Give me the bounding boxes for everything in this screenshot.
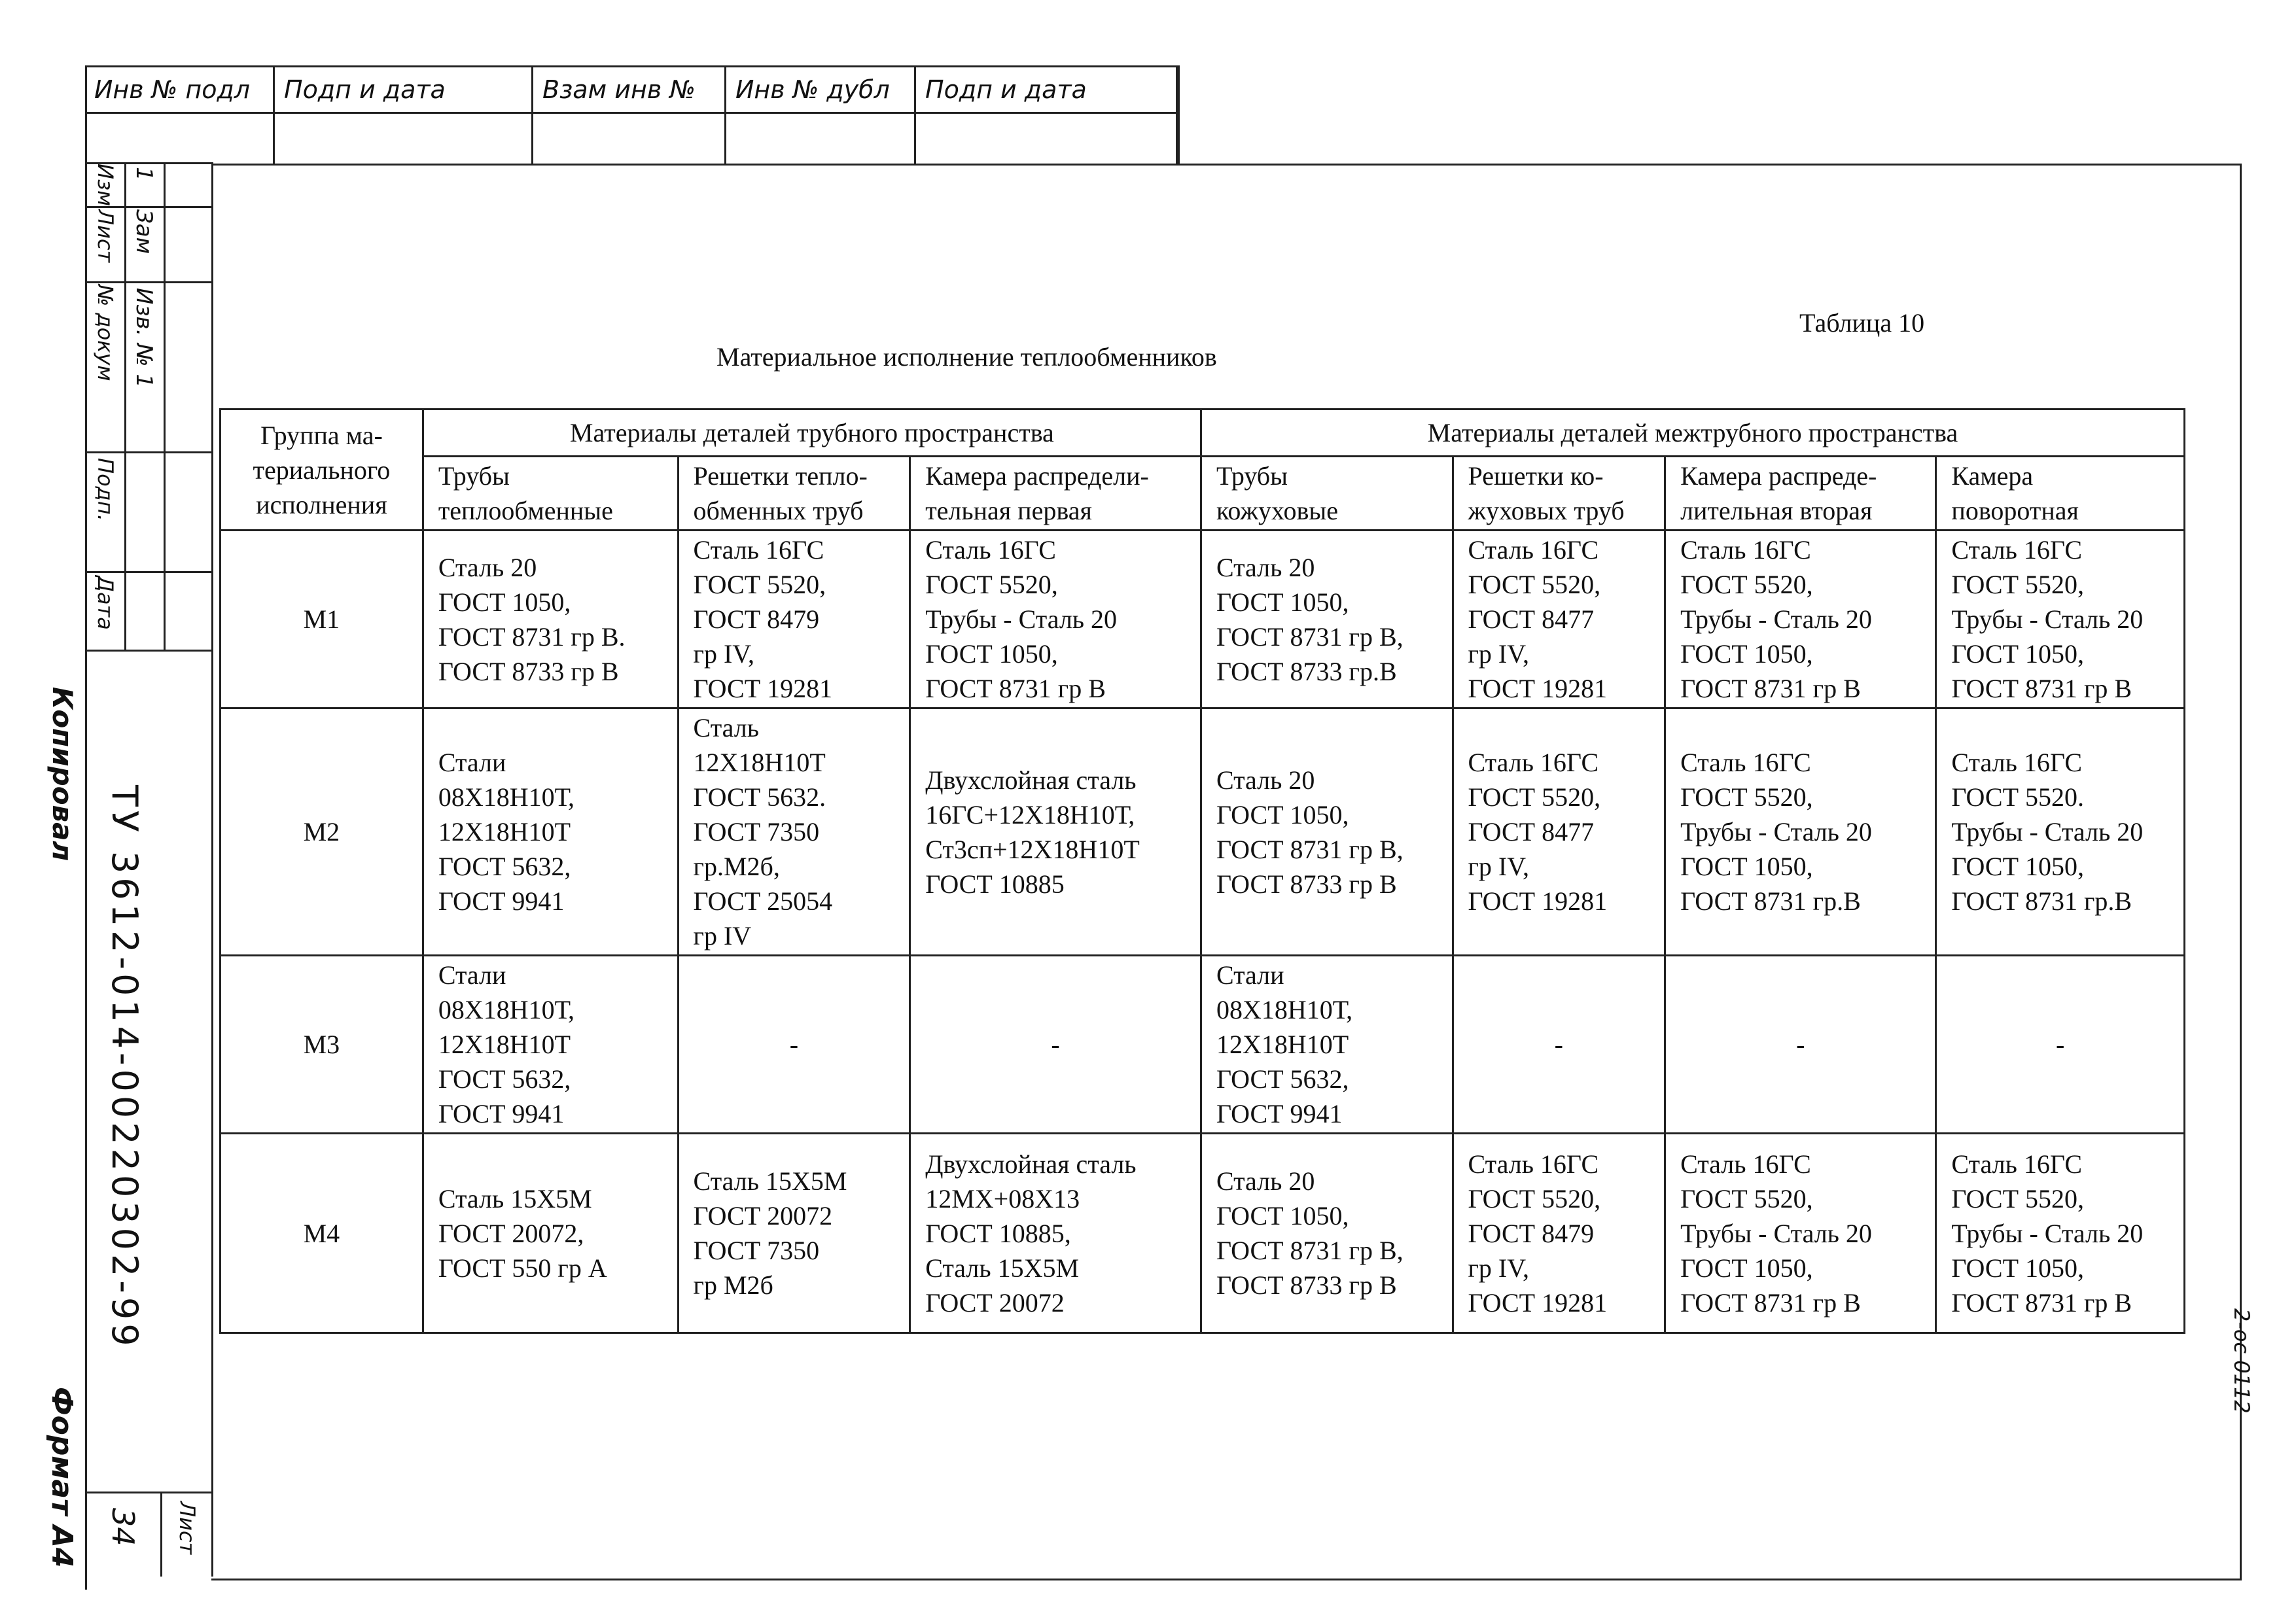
column-header: Решетки ко- жуховых труб	[1453, 457, 1665, 531]
stamp-header-podp-data-2: Подп и дата	[916, 67, 1178, 112]
table-cell: Сталь 16ГС ГОСТ 5520, ГОСТ 8477 гр IV, ГОСТ 19281	[1453, 531, 1665, 708]
table-row	[221, 1134, 2185, 1333]
table-cell: Сталь 20 ГОСТ 1050, ГОСТ 8731 гр В, ГОСТ 8733 гр В	[1201, 1134, 1453, 1333]
format-label: Формат А4	[45, 1387, 79, 1568]
stamp-divider	[85, 451, 213, 453]
table-cell: Сталь 20 ГОСТ 1050, ГОСТ 8731 гр В, ГОСТ 8733 гр.В	[1201, 531, 1453, 708]
column-header: Решетки тепло- обменных труб	[678, 457, 910, 531]
table-cell: Сталь 16ГС ГОСТ 5520. Трубы - Сталь 20 ГОСТ 1050, ГОСТ 8731 гр.В	[1936, 708, 2185, 956]
stamp-divider	[124, 162, 126, 650]
column-header: Трубы теплообменные	[423, 457, 678, 531]
table-cell: -	[1453, 956, 1665, 1134]
table-cell: Двухслойная сталь 12МХ+08Х13 ГОСТ 10885, Сталь 15Х5М ГОСТ 20072	[910, 1134, 1201, 1333]
table-cell: -	[1936, 956, 2185, 1134]
left-border-line	[85, 65, 87, 1590]
table-cell: Сталь 12Х18Н10Т ГОСТ 5632. ГОСТ 7350 гр.М2б, ГОСТ 25054 гр IV	[678, 708, 910, 956]
label-podp: Подп.	[93, 458, 118, 521]
table-cell: Сталь 20 ГОСТ 1050, ГОСТ 8731 гр В. ГОСТ 8733 гр В	[423, 531, 678, 708]
value-n-dokum: Изв. № 1	[131, 288, 157, 388]
stamp-value-cell	[85, 112, 275, 164]
sheet-number: 34	[105, 1508, 141, 1546]
stamp-divider	[85, 571, 213, 573]
table-cell: Сталь 20 ГОСТ 1050, ГОСТ 8731 гр В, ГОСТ 8733 гр В	[1201, 708, 1453, 956]
copied-label: Копировал	[46, 687, 79, 862]
header-shell-space: Материалы деталей межтрубного пространства	[1201, 410, 2184, 457]
table-cell: Двухслойная сталь 16ГС+12Х18Н10Т, Ст3сп+12Х18Н10Т ГОСТ 10885	[910, 708, 1201, 956]
table-cell: Сталь 16ГС ГОСТ 5520, ГОСТ 8479 гр IV, ГОСТ 19281	[1453, 1134, 1665, 1333]
header-group: Группа ма- териального исполнения	[221, 410, 423, 531]
stamp-header-inv-dubl: Инв № дубл	[726, 67, 916, 112]
table-row	[221, 956, 2185, 1134]
column-header: Камера распредели- тельная первая	[910, 457, 1201, 531]
stamp-value-cell	[916, 112, 1178, 164]
stamp-value-cell	[726, 112, 916, 164]
label-n-dokum: № докум	[93, 285, 118, 381]
table-cell: Стали 08Х18Н10Т, 12Х18Н10Т ГОСТ 5632, ГОСТ 9941	[423, 708, 678, 956]
table-cell: Сталь 16ГС ГОСТ 5520, Трубы - Сталь 20 ГОСТ 1050, ГОСТ 8731 гр В	[1665, 1134, 1936, 1333]
table-number: Таблица 10	[1799, 308, 1925, 338]
group-cell: М2	[221, 708, 423, 956]
table-cell: Сталь 16ГС ГОСТ 5520, ГОСТ 8477 гр IV, ГОСТ 19281	[1453, 708, 1665, 956]
label-list: Лист	[93, 209, 118, 263]
stamp-divider	[85, 281, 213, 283]
table-row	[221, 531, 2185, 708]
label-data: Дата	[93, 576, 118, 630]
stamp-divider	[164, 162, 166, 650]
document-code: ТУ 3612-014-00220302-99	[104, 785, 145, 1350]
table-cell: Сталь 16ГС ГОСТ 5520, Трубы - Сталь 20 ГОСТ 1050, ГОСТ 8731 гр В	[910, 531, 1201, 708]
header-tube-space: Материалы деталей трубного пространства	[423, 410, 1201, 457]
sheet-label: Лист	[175, 1501, 200, 1555]
table-cell: Сталь 16ГС ГОСТ 5520, Трубы - Сталь 20 ГОСТ 1050, ГОСТ 8731 гр.В	[1665, 708, 1936, 956]
table-cell: Сталь 16ГС ГОСТ 5520, Трубы - Сталь 20 ГОСТ 1050, ГОСТ 8731 гр В	[1936, 531, 2185, 708]
table-cell: Сталь 15Х5М ГОСТ 20072 ГОСТ 7350 гр М2б	[678, 1134, 910, 1333]
table-cell: Стали 08Х18Н10Т, 12Х18Н10Т ГОСТ 5632, ГОСТ 9941	[423, 956, 678, 1134]
margin-note: 2-ос 0112	[2229, 1308, 2254, 1414]
table-cell: Сталь 16ГС ГОСТ 5520, Трубы - Сталь 20 ГОСТ 1050, ГОСТ 8731 гр В	[1936, 1134, 2185, 1333]
table-cell: Стали 08Х18Н10Т, 12Х18Н10Т ГОСТ 5632, ГОСТ 9941	[1201, 956, 1453, 1134]
stamp-header-vzam-inv: Взам инв №	[533, 67, 726, 112]
top-stamp	[85, 65, 1180, 164]
stamp-divider	[211, 162, 213, 1577]
group-cell: М4	[221, 1134, 423, 1333]
group-cell: М1	[221, 531, 423, 708]
stamp-divider	[85, 650, 213, 652]
stamp-divider	[85, 1492, 213, 1493]
stamp-divider	[160, 1492, 162, 1577]
table-cell: -	[910, 956, 1201, 1134]
stamp-header-podp-data: Подп и дата	[275, 67, 533, 112]
value-izm: 1	[131, 167, 157, 181]
group-cell: М3	[221, 956, 423, 1134]
stamp-divider	[85, 206, 213, 208]
table-title: Материальное исполнение теплообменников	[716, 342, 1217, 372]
table-cell: -	[1665, 956, 1936, 1134]
stamp-value-cell	[275, 112, 533, 164]
table-cell: Сталь 16ГС ГОСТ 5520, Трубы - Сталь 20 ГОСТ 1050, ГОСТ 8731 гр В	[1665, 531, 1936, 708]
materials-table	[219, 408, 2185, 1334]
label-izm: Изм	[93, 164, 118, 207]
value-list: Зам	[131, 209, 157, 254]
column-header: Камера распреде- лительная вторая	[1665, 457, 1936, 531]
table-row	[221, 708, 2185, 956]
stamp-header-inv-podl: Инв № подл	[85, 67, 275, 112]
table-cell: -	[678, 956, 910, 1134]
column-header: Камера поворотная	[1936, 457, 2185, 531]
stamp-value-cell	[533, 112, 726, 164]
column-header: Трубы кожуховые	[1201, 457, 1453, 531]
table-cell: Сталь 15Х5М ГОСТ 20072, ГОСТ 550 гр А	[423, 1134, 678, 1333]
table-cell: Сталь 16ГС ГОСТ 5520, ГОСТ 8479 гр IV, ГОСТ 19281	[678, 531, 910, 708]
